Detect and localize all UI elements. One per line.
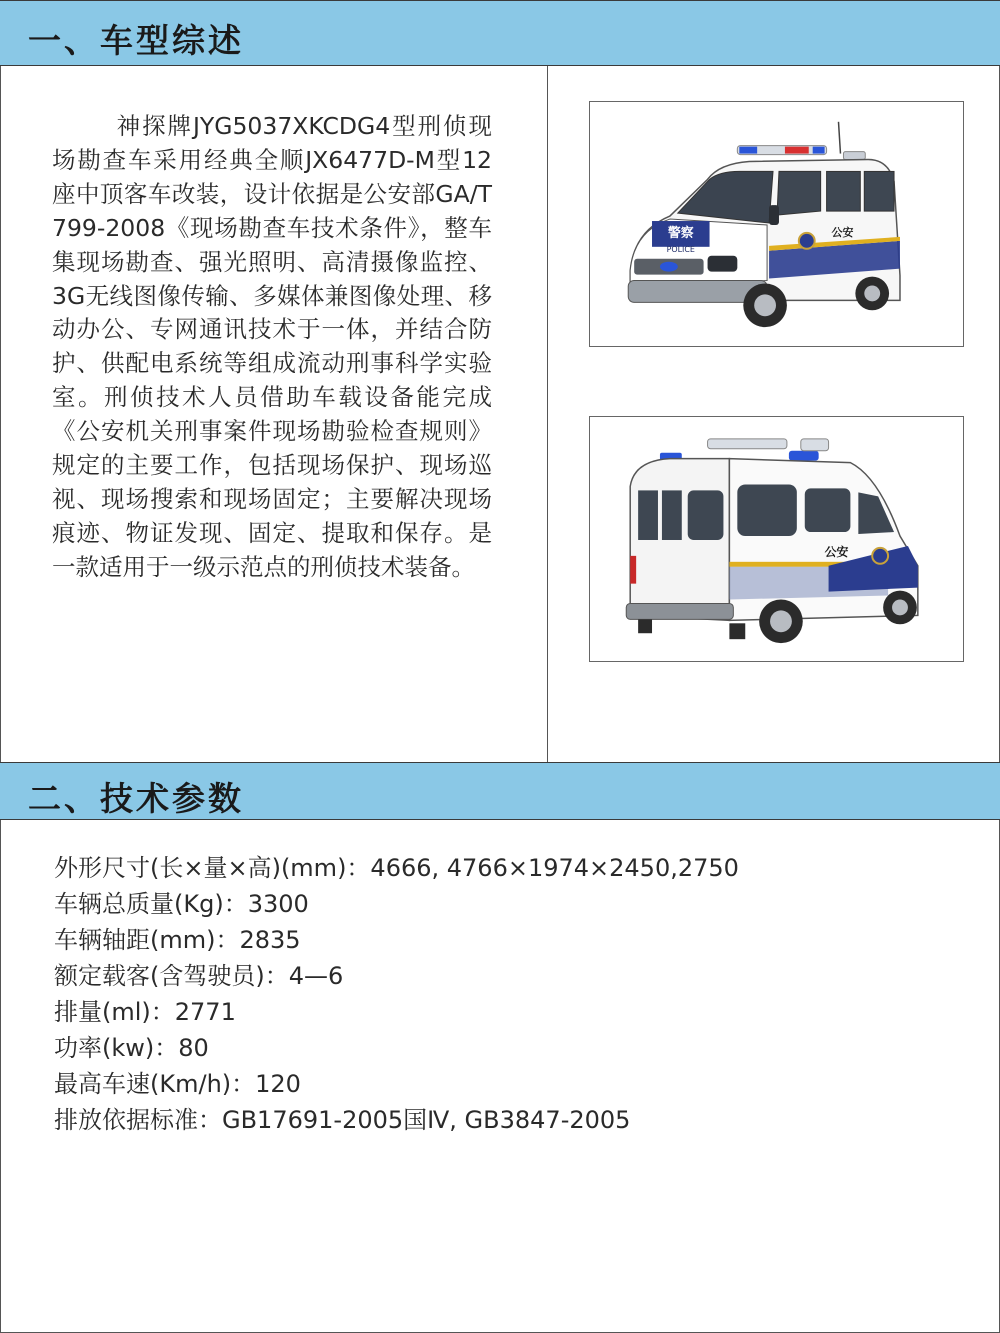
spec-top-speed: 最高车速(Km/h)：120 [54, 1070, 301, 1098]
section-title-specs: 二、技术参数 [28, 779, 244, 818]
vehicle-photo-front [589, 101, 964, 347]
section-header-overview [0, 0, 1000, 66]
overview-paragraph: 神探牌JYG5037XKCDG4型刑侦现场勘查车采用经典全顺JX6477D-M型12座中顶客车改装，设计依据是公安部GA/T 799-2008《现场勘查车技术条件》，整车集现场勘查、强光照明、高清摄像监控、3G无线图像传输、多媒体兼图像处理、移动办公、专网通讯技术于一体，并结合防护、供配电系统等组成流动刑事科学实验室。刑侦技术人员借助车载设备能完成《公安机关刑事案件现场勘验检查规则》规定的主要工作，包括现场保护、现场巡视、现场搜索和现场固定；主要解决现场痕迹、物证发现、固定、提取和保存。是一款适用于一级示范点的刑侦技术装备。 [52, 112, 492, 581]
van-rear-illustration [590, 417, 963, 661]
spec-list [54, 850, 739, 1138]
spec-displacement: 排量(ml)：2771 [54, 998, 236, 1026]
side-label-front: 公安 [831, 225, 854, 239]
spec-wheelbase: 车辆轴距(mm)：2835 [54, 926, 301, 954]
side-label-rear: 公安 [824, 544, 849, 559]
spec-passengers: 额定载客(含驾驶员)：4—6 [54, 962, 344, 990]
section-header-specs [0, 762, 1000, 820]
spec-gross-weight: 车辆总质量(Kg)：3300 [54, 890, 309, 918]
spec-power: 功率(kw)：80 [54, 1034, 209, 1062]
spec-emission-standard: 排放依据标准：GB17691-2005国Ⅳ, GB3847-2005 [54, 1106, 631, 1134]
spec-dimensions: 外形尺寸(长×量×高)(mm)：4666, 4766×1974×2450,2750 [54, 854, 739, 882]
section-title-overview: 一、车型综述 [28, 21, 244, 60]
van-front-illustration [590, 102, 963, 346]
column-divider [547, 66, 548, 762]
hood-label: 警察 [667, 225, 694, 241]
vehicle-photo-rear [589, 416, 964, 662]
hood-sublabel: POLICE [666, 244, 695, 254]
